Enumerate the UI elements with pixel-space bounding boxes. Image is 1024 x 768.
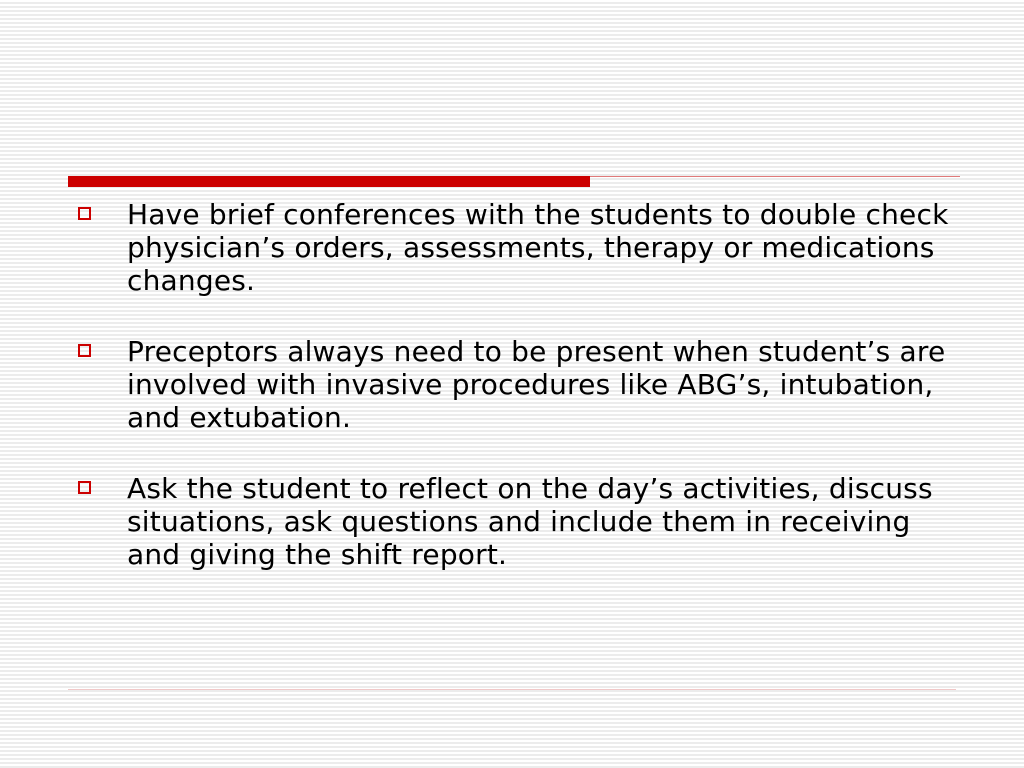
title-divider xyxy=(68,174,960,188)
bullet-item xyxy=(76,198,956,297)
hollow-square-bullet-icon xyxy=(78,207,91,220)
bullet-text: Ask the student to reflect on the day’s activities, discuss situations, ask questions and include them in receiving and giving the shift report. xyxy=(127,472,933,571)
bullet-text: Have brief conferences with the students to double check physician’s orders, assessments, therapy or medications changes. xyxy=(127,198,949,297)
bullet-item xyxy=(76,335,956,434)
bullet-text: Preceptors always need to be present when student’s are involved with invasive procedures like ABG’s, intubation, and extubation. xyxy=(127,335,946,434)
footer-divider xyxy=(68,689,956,690)
title-divider-thin-line xyxy=(590,176,960,177)
hollow-square-bullet-icon xyxy=(78,344,91,357)
bullet-item xyxy=(76,472,956,571)
title-divider-thick-bar xyxy=(68,176,590,187)
bullet-list xyxy=(76,198,956,609)
hollow-square-bullet-icon xyxy=(78,481,91,494)
